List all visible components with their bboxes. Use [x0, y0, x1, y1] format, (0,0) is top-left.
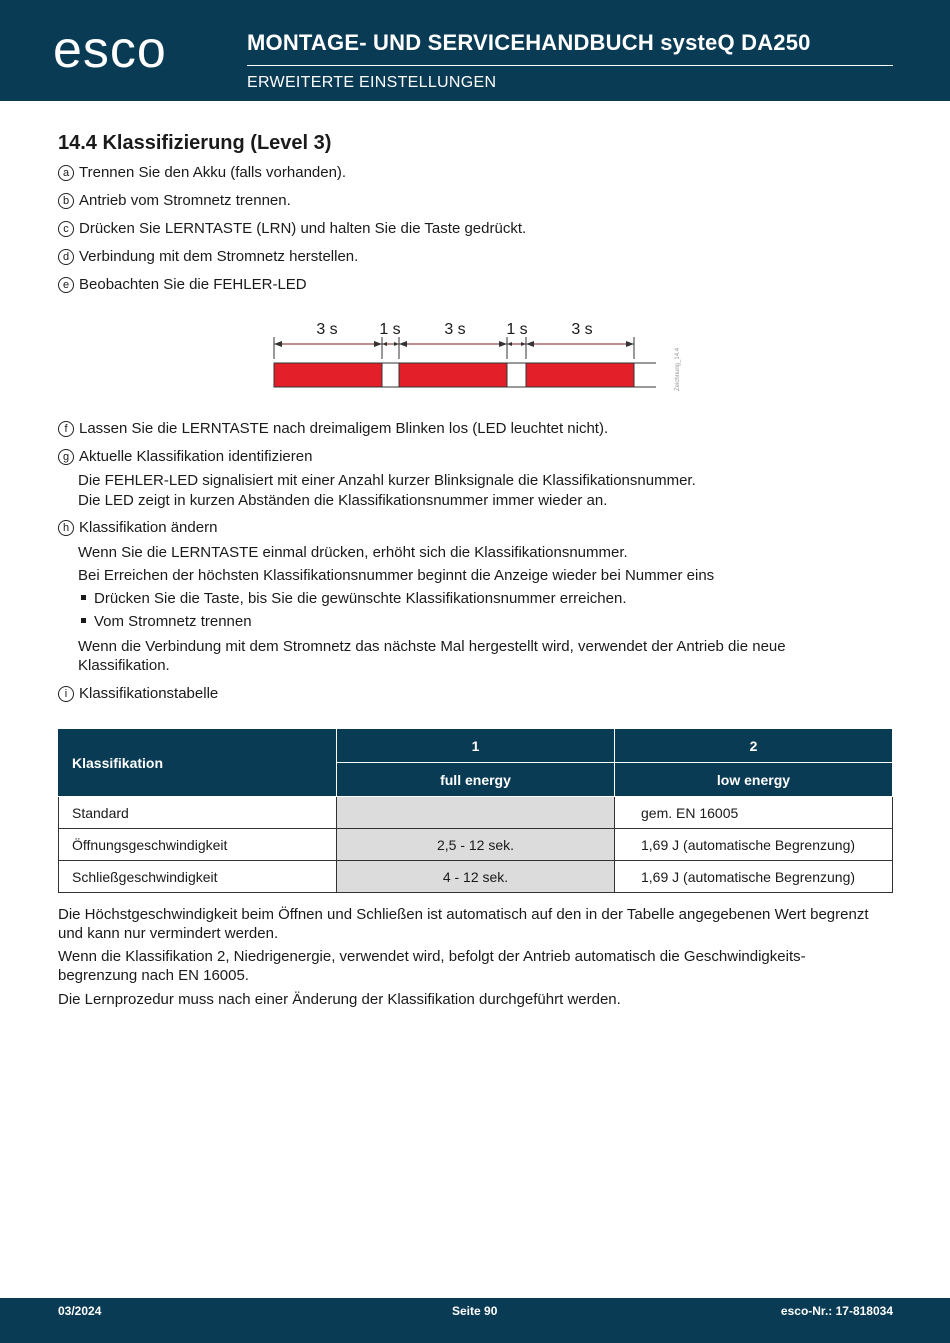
step-b [58, 192, 291, 210]
class2-value: 1,69 J (automatische Begrenzung) [615, 861, 893, 893]
table-header-class1: 1 [337, 729, 615, 763]
step-text: Verbindung mit dem Stromnetz herstellen. [79, 248, 359, 265]
note-learn-procedure: Die Lernprozedur muss nach einer Änderung der Klassifikation durchgeführt werden. [58, 991, 621, 1008]
step-a [58, 164, 346, 182]
class1-value: 4 - 12 sek. [337, 861, 615, 893]
table-header-classification: Klassifikation [59, 729, 337, 797]
step-d [58, 248, 358, 266]
page-header [0, 0, 950, 101]
step-text: Drücken Sie LERNTASTE (LRN) und halten Sie die Taste gedrückt. [79, 220, 527, 237]
timing-label: 1 s [506, 321, 528, 338]
timing-ticks [274, 337, 634, 359]
row-label: Öffnungsgeschwindigkeit [59, 829, 337, 861]
bullet-marker [81, 595, 86, 600]
esco-logo: esco [53, 21, 167, 79]
step-text: Klassifikationstabelle [79, 685, 219, 702]
step-marker: a [58, 165, 74, 181]
step-marker: g [58, 449, 74, 465]
footer-document-number: esco-Nr.: 17-818034 [780, 1304, 893, 1318]
step-marker: i [58, 686, 74, 702]
step-text: Trennen Sie den Akku (falls vorhanden). [79, 164, 347, 181]
chapter-subtitle: ERWEITERTE EINSTELLUNGEN [247, 74, 497, 91]
timing-label: 3 s [316, 321, 338, 338]
manual-title: MONTAGE- UND SERVICEHANDBUCH systeQ DA250 [247, 30, 811, 55]
bullet-marker [81, 618, 86, 623]
page-footer [0, 1298, 950, 1343]
table-row [59, 829, 893, 861]
bullet-item [78, 613, 252, 631]
section-title: 14.4 Klassifizierung (Level 3) [58, 132, 332, 154]
table-header-full-energy: full energy [337, 763, 615, 797]
step-i [58, 685, 218, 703]
class2-value: 1,69 J (automatische Begrenzung) [615, 829, 893, 861]
footer-date: 03/2024 [58, 1304, 102, 1318]
led-on-bar [399, 363, 507, 387]
led-on-bar [526, 363, 634, 387]
class2-value: gem. EN 16005 [615, 797, 893, 829]
classification-table [58, 728, 893, 893]
step-g [58, 448, 312, 466]
h-text-p2: Bei Erreichen der höchsten Klassifikationsnummer beginnt die Anzeige wieder bei Nummer eins [78, 567, 715, 584]
g-text-line2: Die LED zeigt in kurzen Abständen die Klassifikationsnummer immer wieder an. [78, 492, 608, 509]
bullet-item [78, 590, 627, 608]
timing-label: 3 s [571, 321, 593, 338]
row-label: Standard [59, 797, 337, 829]
note-max-speed: Die Höchstgeschwindigkeit beim Öffnen und Schließen ist automatisch auf den in der Tabelle angegebenen Wert begrenzt und kann nur vermindert werden. [58, 906, 869, 942]
timing-label: 1 s [379, 321, 401, 338]
step-h [58, 519, 217, 537]
footer-page-number: Seite 90 [452, 1304, 498, 1318]
h-text-p1: Wenn Sie die LERNTASTE einmal drücken, erhöht sich die Klassifikationsnummer. [78, 544, 628, 561]
header-divider [247, 65, 893, 66]
table-header-low-energy: low energy [615, 763, 893, 797]
step-marker: b [58, 193, 74, 209]
step-text: Beobachten Sie die FEHLER-LED [79, 276, 307, 293]
step-c [58, 220, 526, 238]
led-on-bar [274, 363, 382, 387]
step-marker: h [58, 520, 74, 536]
step-marker: d [58, 249, 74, 265]
step-e [58, 276, 307, 294]
led-off-bar [507, 363, 526, 387]
step-marker: f [58, 421, 74, 437]
table-row [59, 797, 893, 829]
timing-label: 3 s [444, 321, 466, 338]
note-low-energy: Wenn die Klassifikation 2, Niedrigenergie, verwendet wird, befolgt der Antrieb automatisch die Geschwindigkeits-begrenzung nach EN 16005. [58, 948, 806, 984]
step-f [58, 420, 608, 438]
step-text: Klassifikation ändern [79, 519, 218, 536]
step-marker: e [58, 277, 74, 293]
table-row [59, 861, 893, 893]
bullet-text: Drücken Sie die Taste, bis Sie die gewünschte Klassifikationsnummer erreichen. [94, 590, 627, 607]
class1-value: 2,5 - 12 sek. [337, 829, 615, 861]
step-text: Aktuelle Klassifikation identifizieren [79, 448, 313, 465]
row-label: Schließgeschwindigkeit [59, 861, 337, 893]
g-text-line1: Die FEHLER-LED signalisiert mit einer Anzahl kurzer Blinksignale die Klassifikationsnummer. [78, 472, 696, 489]
bullet-text: Vom Stromnetz trennen [94, 613, 252, 630]
table-header-class2: 2 [615, 729, 893, 763]
class1-value [337, 797, 615, 829]
step-text: Lassen Sie die LERNTASTE nach dreimaligem Blinken los (LED leuchtet nicht). [79, 420, 609, 437]
step-marker: c [58, 221, 74, 237]
drawing-caption: Zeichnung_14.4 [675, 347, 681, 391]
step-text: Antrieb vom Stromnetz trennen. [79, 192, 291, 209]
h-text-p3: Wenn die Verbindung mit dem Stromnetz das nächste Mal hergestellt wird, verwendet der Antrieb die neue Klassifikation. [78, 638, 786, 674]
led-blink-diagram [268, 315, 688, 395]
led-off-bar [382, 363, 399, 387]
